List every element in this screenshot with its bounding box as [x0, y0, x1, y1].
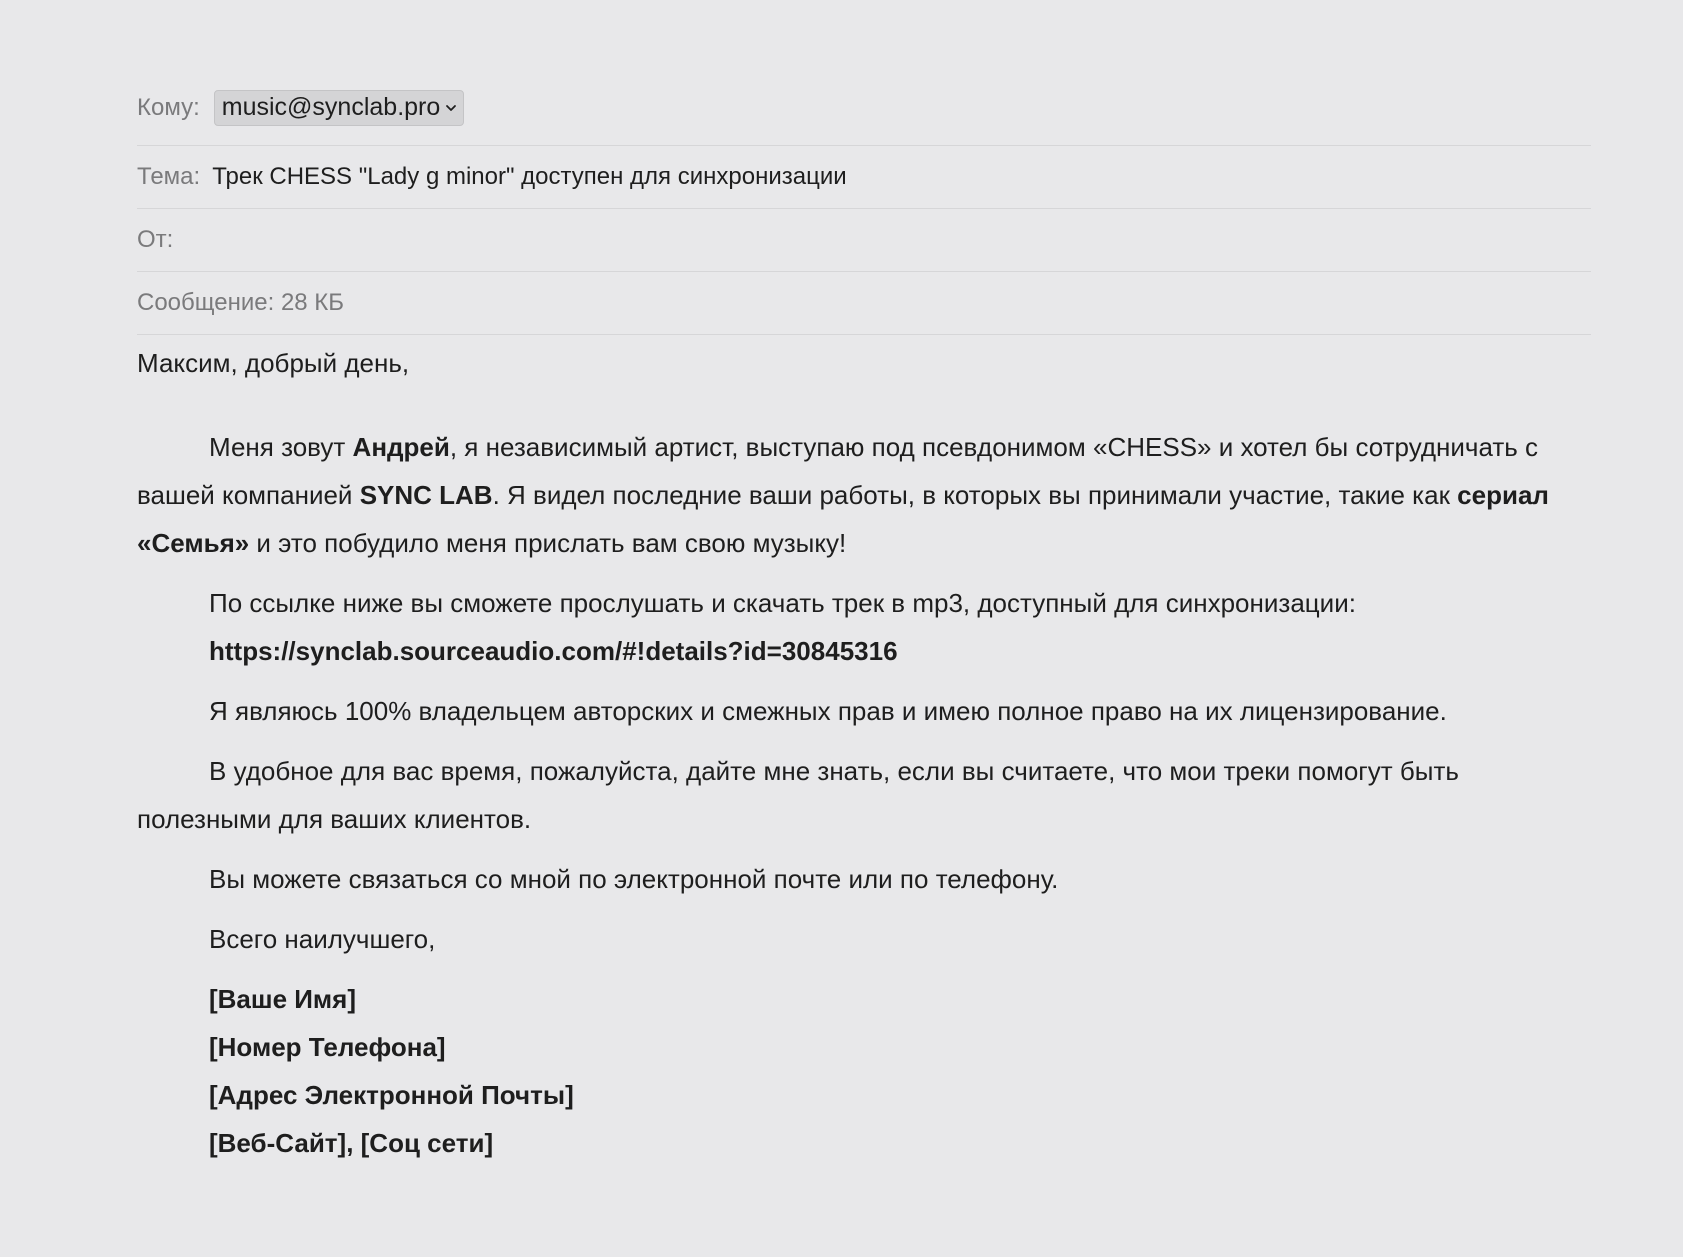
track-link[interactable]: https://synclab.sourceaudio.com/#!details?id=30845316: [209, 636, 898, 666]
subject-value[interactable]: Трек CHESS "Lady g minor" доступен для синхронизации: [212, 163, 847, 190]
message-body[interactable]: [137, 339, 1591, 1167]
contact-paragraph: Вы можете связаться со мной по электронной почте или по телефону.: [209, 864, 1059, 894]
message-size-row: [137, 272, 1591, 335]
intro-paragraph: [137, 423, 1591, 567]
signature-web: [Веб-Сайт], [Соц сети]: [209, 1128, 494, 1158]
greeting: Максим, добрый день,: [137, 348, 410, 378]
intro-text-4: и это побудило меня прислать вам свою музыку!: [249, 528, 847, 558]
closing: Всего наилучшего,: [209, 924, 436, 954]
from-label: От:: [137, 226, 174, 253]
request-paragraph: В удобное для вас время, пожалуйста, дайте мне знать, если вы считаете, что мои треки помогут быть полезными для ваших клиентов.: [137, 756, 1459, 834]
intro-text-2: , я независимый артист, выступаю под псевдонимом «CHESS» и хотел бы сотрудничать с вашей компанией: [137, 432, 1539, 510]
message-size: Сообщение: 28 КБ: [137, 289, 345, 316]
subject-row[interactable]: [137, 146, 1591, 209]
signature-name: [Ваше Имя]: [209, 984, 356, 1014]
track-link-line: [137, 627, 1591, 675]
intro-text-3: . Я видел последние ваши работы, в которых вы принимали участие, такие как: [492, 480, 1458, 510]
to-row: [137, 70, 1591, 146]
project-name: сериал «Семья»: [137, 480, 1549, 558]
company-name: SYNC LAB: [359, 480, 493, 510]
artist-name: Андрей: [352, 432, 450, 462]
intro-text-1: Меня зовут: [209, 432, 353, 462]
email-compose: [137, 70, 1591, 1167]
link-intro-paragraph: По ссылке ниже вы сможете прослушать и скачать трек в mp3, доступный для синхронизации:: [209, 588, 1356, 618]
from-row[interactable]: [137, 209, 1591, 272]
chevron-down-icon: [445, 102, 457, 114]
signature-phone: [Номер Телефона]: [209, 1032, 446, 1062]
signature-email: [Адрес Электронной Почты]: [209, 1080, 574, 1110]
recipient-chip[interactable]: [214, 90, 465, 126]
recipient-address: music@synclab.pro: [221, 93, 441, 121]
rights-paragraph: Я являюсь 100% владельцем авторских и смежных прав и имею полное право на их лицензирование.: [209, 696, 1447, 726]
subject-label: Тема:: [137, 163, 201, 190]
to-label: Кому:: [137, 93, 200, 121]
